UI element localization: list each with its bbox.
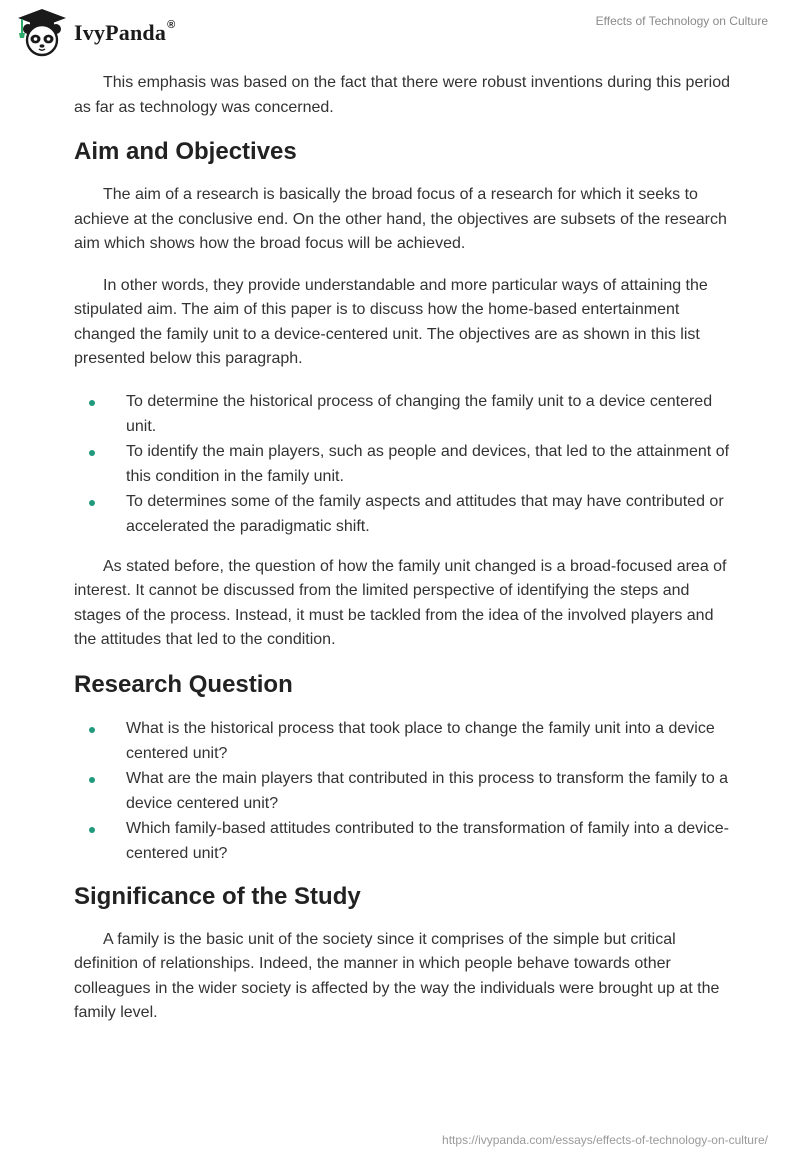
- list-item: [74, 716, 730, 766]
- ivypanda-logo[interactable]: [14, 7, 175, 57]
- bullet-icon: [89, 400, 95, 406]
- list-item: [74, 439, 730, 489]
- aim-paragraph-2: In other words, they provide understandable and more particular ways of attaining the stipulated aim. The aim of this paper is to discuss how the home-based entertainment changed the family unit to a device-centered unit. The objectives are as shown in this list presented below this paragraph.: [74, 276, 708, 367]
- page-header: [0, 0, 800, 64]
- essay-content: [74, 71, 730, 1043]
- aim-paragraph-1: The aim of a research is basically the broad focus of a research for which it seeks to achieve at the conclusive end. On the other hand, the objectives are subsets of the research aim which shows how the broad focus will be achieved.: [74, 186, 727, 252]
- bullet-icon: [89, 450, 95, 456]
- significance-paragraph-1: A family is the basic unit of the society since it comprises of the simple but critical definition of relationships. Indeed, the manner in which people behave towards other colleagues in the wider society is affected by the way the individuals were brought up at the family level.: [74, 930, 720, 1021]
- research-questions-list: [74, 716, 730, 866]
- aim-heading: Aim and Objectives: [74, 138, 297, 165]
- bullet-icon: [89, 727, 95, 733]
- question-text: What are the main players that contributed in this process to transform the family to a device centered unit?: [126, 769, 729, 812]
- research-question-heading: Research Question: [74, 670, 293, 698]
- logo-wordmark: [74, 20, 175, 46]
- bullet-icon: [89, 827, 95, 833]
- source-url[interactable]: https://ivypanda.com/essays/effects-of-technology-on-culture/: [442, 1133, 768, 1147]
- list-item: [74, 766, 730, 816]
- list-item: [74, 489, 730, 539]
- objectives-list: [74, 389, 730, 539]
- panda-graduate-icon: [14, 7, 70, 57]
- list-item: [74, 389, 730, 439]
- objective-text: To determines some of the family aspects and attitudes that may have contributed or accelerated the paradigmatic shift.: [126, 492, 724, 535]
- registered-mark: ®: [167, 18, 176, 31]
- document-title: Effects of Technology on Culture: [595, 14, 768, 28]
- list-item: [74, 816, 730, 866]
- logo-text: IvyPanda: [74, 20, 167, 45]
- bullet-icon: [89, 777, 95, 783]
- question-text: Which family-based attitudes contributed to the transformation of family into a device-centered unit?: [126, 819, 729, 862]
- objective-text: To identify the main players, such as people and devices, that led to the attainment of this condition in the family unit.: [126, 442, 730, 485]
- intro-paragraph: This emphasis was based on the fact that there were robust inventions during this period as far as technology was concerned.: [74, 74, 731, 116]
- bullet-icon: [89, 500, 95, 506]
- question-text: What is the historical process that took place to change the family unit into a device centered unit?: [126, 719, 715, 762]
- objective-text: To determine the historical process of changing the family unit to a device centered unit.: [126, 392, 713, 435]
- aim-paragraph-3: As stated before, the question of how the family unit changed is a broad-focused area of interest. It cannot be discussed from the limited perspective of identifying the steps and stages of the process. Instead, it must be tackled from the idea of the involved players and the attitudes that led to the condition.: [74, 557, 727, 648]
- significance-heading: Significance of the Study: [74, 882, 361, 910]
